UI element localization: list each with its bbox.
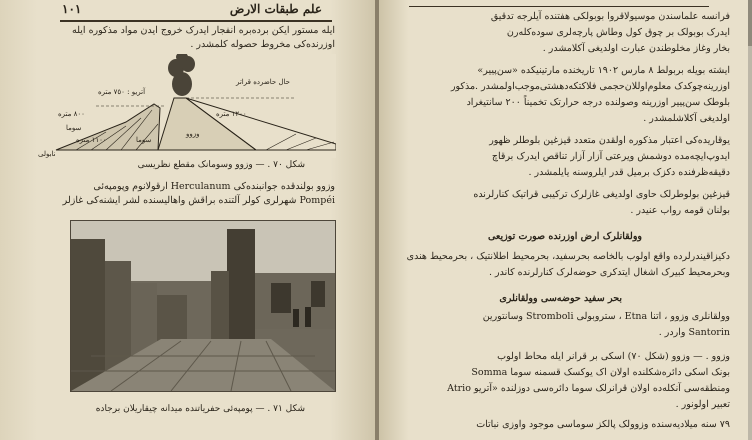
diagram-svg bbox=[36, 54, 336, 158]
figure-71-caption: شکل ٧١ . — پومپه‌ئی حفریاتنده میدانه چیقاریلان برجاده bbox=[95, 404, 305, 414]
right-line-10: دقیقه‌ظرفنده دکزک برمیل قدر ایلروسنه یایلمشدر . bbox=[528, 167, 730, 178]
section-distribution-line-1: دکیزاقیندرلرده واقع اولوب بالخاصه بحرسفید، بحرمحیط اطلانتیک ، بحرمحیط هندی bbox=[406, 251, 730, 262]
left-body-line-2: Pompéi شهرلری کولر آلتنده براقش واهالیسنده لشر ایشنه‌کی غازلر bbox=[62, 195, 335, 206]
right-line-5: اوزرینه‌چوکدک معلوم‌اوللان‌حجمی فلاکتکه‌دهشتی‌موجب‌اولمشدر .مذکور bbox=[450, 81, 730, 92]
scrollbar-thumb[interactable] bbox=[748, 0, 752, 46]
section-mediterranean-line-2: Santorin واردر . bbox=[658, 327, 730, 338]
section-vesuvius-line-1: وزوو . — وزوو (شکل ٧٠) اسکی بر قرانر ایله محاط اولوب bbox=[497, 351, 730, 362]
right-line-2: ایدرک بوبولک بر چوق کول وطاش پارچه‌لری سوده‌کله‌رن bbox=[506, 27, 730, 38]
left-body-line-1: وزوو بولندقده جوانبنده‌کی Herculanum ارقولانوم وپومپه‌ئی bbox=[93, 181, 335, 192]
diagram-label-left-mid: سوما bbox=[66, 124, 82, 132]
right-line-8: یوقاریده‌کی اعتبار مذکوره اولقدن متعدد قیزغین بلوطلر ظهور bbox=[489, 135, 730, 146]
diagram-label-top-left: آتریو : ٧٥٠ متره bbox=[98, 88, 146, 96]
left-intro-line-2: اوزرنده‌کی مخروط حصوله کلمشدر . bbox=[190, 39, 335, 50]
diagram-label-somma: وزوو bbox=[186, 130, 200, 138]
right-line-4: ایشته بویله بربولط ٨ مارس ١٩٠٢ تاریخنده مارتینیکده «سن‌پییر» bbox=[477, 65, 730, 76]
left-intro-line-1: ایله مستور ایکن برده‌بره انفجار ایدرک خروج ایدن مواد مذکوره ایله bbox=[72, 25, 335, 36]
photo-svg bbox=[71, 221, 335, 391]
section-mediterranean-heading: بحر سفید حوضه‌سی وولقانلری bbox=[499, 293, 622, 304]
diagram-label-peak: ١٢٠٠ متره bbox=[216, 110, 247, 118]
right-header-rule bbox=[409, 6, 709, 7]
section-vesuvius-line-3: ومنطقه‌سی آنکله‌ده اولان قرانرلک سوما دائره‌سی دوزلنده «آتریو Atrio bbox=[447, 383, 730, 394]
left-header-rule bbox=[60, 20, 332, 22]
volcano-cross-section-diagram bbox=[36, 54, 336, 158]
right-line-3: بخار وغاز مخلوطندن عبارت اولدیغی آکلامشدر . bbox=[542, 43, 730, 54]
right-line-6: بلوطک سن‌پییر اوزرینه وصولنده درجه حرارتک تخمیناً ٢٠٠ سانتیغراد bbox=[466, 97, 730, 108]
right-line-7: اولدیغی آکلاشلمشدر . bbox=[643, 113, 730, 124]
diagram-label-top-right: حال حاضرده قراتر bbox=[236, 78, 291, 86]
diagram-label-left-height: ٨٠٠ متره bbox=[58, 110, 85, 118]
diagram-label-left-low: ١١٠٠ متره bbox=[76, 136, 107, 144]
figure-70-caption: شکل ٧٠ . — وزوو وسومانک مقطع نظریسی bbox=[137, 160, 305, 170]
vertical-scrollbar[interactable] bbox=[748, 0, 752, 440]
right-line-11: قیزغین بولوطرلک حاوی اولدیغی غازلرک ترکیبی قراتیک کنارلرنده bbox=[473, 189, 730, 200]
right-line-9: ایدوپ‌ایچه‌مده دوشمش ویرعتی آزار آزار تناقص ایدرک برقاچ bbox=[491, 151, 730, 162]
right-line-12: بولنان قومه رواب عنیدر . bbox=[630, 205, 730, 216]
left-page-header bbox=[62, 2, 322, 22]
left-page-number: ١٠١ bbox=[62, 2, 82, 16]
section-distribution-heading: وولقانلرک ارض اوزرنده صورت توزیعی bbox=[487, 231, 642, 242]
section-mediterranean-line-1: وولقانلری وزوو ، اتنا Etna ، ستروبولی Stromboli وسانتورین bbox=[482, 311, 730, 322]
diagram-label-bottom-left: نابولی bbox=[38, 150, 56, 158]
section-distribution-line-2: وبحرمحیط کبیرک اشغال ایتدکری حوضه‌لرک کنارلرنده کاندر . bbox=[488, 267, 730, 278]
diagram-label-slope: سوما bbox=[136, 136, 152, 144]
left-running-title: علم طبقات الارض bbox=[229, 2, 322, 16]
section-vesuvius-line-2: بونک اسکی دائره‌شکلنده اولان اک یوکسک قسمنه سوما Somma bbox=[471, 367, 730, 378]
section-vesuvius-line-5: ٧٩ سنه میلادیه‌سنده وزوولک پالکز سوماسی موجود واوزی نباتات bbox=[476, 419, 730, 430]
section-vesuvius-line-4: تعبیر اولونور . bbox=[675, 399, 730, 410]
right-page bbox=[379, 0, 752, 440]
pompeii-street-photo bbox=[70, 220, 336, 392]
left-page bbox=[0, 0, 375, 440]
right-line-1: فرانسه علماسندن موسیولاقروا بوبولکی هفتنده آیلرجه تدقیق bbox=[490, 11, 730, 22]
